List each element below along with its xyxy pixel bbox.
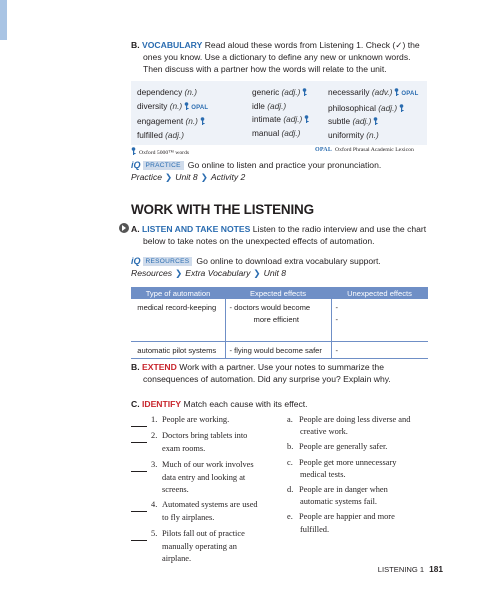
- answer-blank[interactable]: [131, 430, 147, 443]
- vocab-word: philosophical (adj.): [328, 102, 418, 116]
- oxford-key-icon: [373, 117, 378, 125]
- vocab-column-3: [328, 86, 418, 142]
- cause-item: 5. Pilots fall out of practice manually operating an airplane.: [131, 528, 281, 566]
- vocab-word: fulfilled (adj.): [137, 129, 185, 140]
- effect-item: c. People get more unnecessary medical tests.: [287, 457, 397, 479]
- vocab-word: engagement (n.): [137, 115, 208, 129]
- opal-tag: OPAL: [191, 104, 209, 111]
- iq-resources-line: [131, 256, 381, 266]
- effect-item: e. People are happier and more fulfilled.: [287, 512, 395, 534]
- chevron-right-icon: ❯: [200, 172, 208, 182]
- vocabulary-instructions: [131, 39, 431, 75]
- table-cell-unexpected[interactable]: -: [331, 341, 428, 358]
- answer-blank[interactable]: [131, 528, 147, 541]
- iq-logo: iQ: [131, 160, 141, 170]
- cause-item: 3. Much of our work involves data entry and looking at screens.: [131, 459, 281, 497]
- audio-icon[interactable]: [119, 223, 129, 233]
- vocab-word: generic (adj.): [252, 86, 309, 100]
- oxford-key-icon: [200, 117, 205, 125]
- oxford-key-icon: [394, 88, 399, 96]
- listen-notes-title: LISTEN AND TAKE NOTES: [141, 224, 251, 234]
- chevron-right-icon: ❯: [175, 268, 183, 278]
- opal-legend: OPAL Oxford Phrasal Academic Lexicon: [315, 147, 414, 153]
- cause-item: 4. Automated systems are used to fly airplanes.: [131, 499, 281, 524]
- oxford-key-icon: [184, 102, 189, 110]
- vocab-word: idle (adj.): [252, 100, 287, 111]
- effect-item: d. People are in danger when automatic systems fail.: [287, 485, 388, 507]
- effects-list: [287, 414, 437, 536]
- footer-label: LISTENING 1: [377, 565, 425, 574]
- vocab-word: intimate (adj.): [252, 113, 309, 127]
- table-cell-expected: - flying would become safer: [225, 341, 331, 358]
- vocab-word: manual (adj.): [252, 127, 301, 138]
- vocabulary-line-2: ones you know. Use a dictionary to define any new or unknown words.: [143, 52, 411, 62]
- table-header-row: [131, 287, 428, 299]
- listen-notes-instructions: A. LISTEN AND TAKE NOTES Listen to the radio interview and use the chart below to take notes on the unexpected effects of automation.: [131, 224, 427, 246]
- vocab-word: necessarily (adv.) OPAL: [328, 87, 419, 97]
- oxford-legend: Oxford 5000™ words: [131, 147, 189, 156]
- identify-instructions: C. IDENTIFY Match each cause with its effect.: [131, 399, 308, 409]
- causes-list: [131, 414, 281, 565]
- opal-tag: OPAL: [401, 91, 419, 97]
- answer-blank[interactable]: [131, 499, 147, 512]
- table-header: Unexpected effects: [331, 287, 428, 299]
- vocab-word: diversity (n.) OPAL: [137, 100, 209, 111]
- iq-practice-line: [131, 160, 381, 170]
- oxford-key-icon: [399, 104, 404, 112]
- table-cell-type: medical record-keeping: [131, 299, 225, 341]
- vocab-word: uniformity (n.): [328, 129, 379, 140]
- page-edge-tab: [0, 0, 7, 40]
- vocab-word: subtle (adj.): [328, 115, 418, 129]
- chevron-right-icon: ❯: [253, 268, 261, 278]
- vocabulary-word-box: [131, 81, 427, 145]
- table-row: [131, 299, 428, 341]
- resources-path: Resources ❯ Extra Vocabulary ❯ Unit 8: [131, 268, 287, 278]
- extend-title: EXTEND: [141, 362, 177, 372]
- effect-item: b. People are generally safer.: [287, 442, 388, 452]
- identify-title: IDENTIFY: [141, 399, 182, 409]
- table-header: Type of automation: [131, 287, 225, 299]
- table-header: Expected effects: [225, 287, 331, 299]
- vocab-column-2: [252, 86, 309, 140]
- resources-tag: RESOURCES: [143, 257, 193, 266]
- oxford-key-icon: [131, 147, 136, 155]
- vocabulary-letter: B.: [131, 40, 140, 50]
- vocabulary-title: VOCABULARY: [141, 40, 203, 50]
- vocab-word: dependency (n.): [137, 87, 197, 97]
- vocab-column-1: [137, 86, 208, 142]
- answer-blank[interactable]: [131, 459, 147, 472]
- page-number: 181: [429, 564, 443, 574]
- oxford-key-icon: [302, 88, 307, 96]
- cause-item: 2. Doctors bring tablets into exam rooms.: [131, 430, 281, 455]
- practice-path: Practice ❯ Unit 8 ❯ Activity 2: [131, 172, 246, 182]
- practice-tag: PRACTICE: [143, 161, 184, 170]
- practice-text: Go online to listen and practice your pronunciation.: [187, 160, 382, 170]
- effect-item: a. People are doing less diverse and creative work.: [287, 415, 411, 437]
- answer-blank[interactable]: [131, 414, 147, 427]
- iq-logo: iQ: [131, 256, 141, 266]
- section-title: WORK WITH THE LISTENING: [131, 202, 314, 217]
- page-footer: [378, 564, 443, 574]
- notes-table: [131, 287, 428, 359]
- table-row: [131, 341, 428, 358]
- table-cell-expected: - doctors would become more efficient: [225, 299, 331, 341]
- oxford-key-icon: [304, 115, 309, 123]
- vocabulary-line-1: Read aloud these words from Listening 1. Check (✓) the: [204, 40, 420, 50]
- chevron-right-icon: ❯: [165, 172, 173, 182]
- table-cell-unexpected[interactable]: - -: [331, 299, 428, 341]
- cause-item: 1. People are working.: [131, 414, 281, 427]
- vocabulary-line-3: Then discuss with a partner how the words will relate to the unit.: [143, 64, 387, 74]
- extend-instructions: B. EXTEND Work with a partner. Use your notes to summarize the consequences of automation. Did any surprise you? Explain why.: [131, 362, 391, 384]
- resources-text: Go online to download extra vocabulary support.: [196, 256, 381, 266]
- table-cell-type: automatic pilot systems: [131, 341, 225, 358]
